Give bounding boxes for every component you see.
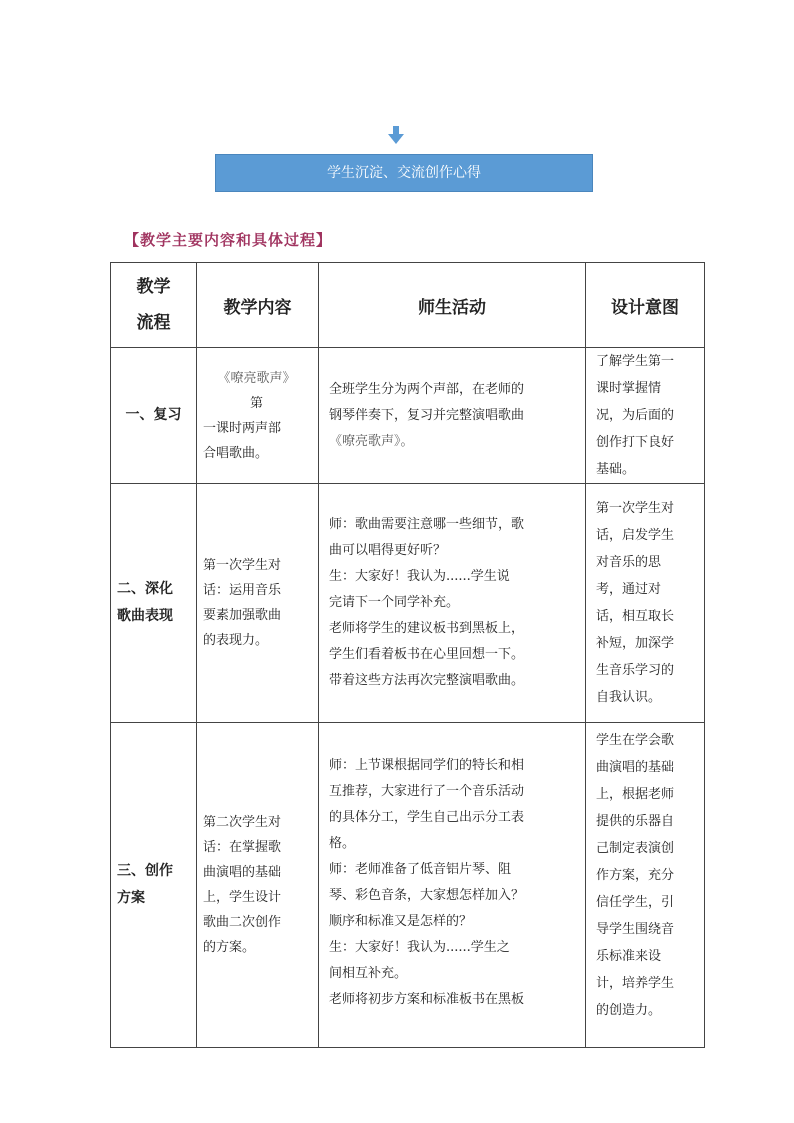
- intent-cell: 了解学生第一 课时掌握情 况，为后面的 创作打下良好 基础。: [586, 348, 705, 484]
- intent-cell: 第一次学生对 话，启发学生 对音乐的思 考，通过对 话，相互取长 补短，加深学 生音乐学习的 自我认识。: [586, 484, 705, 723]
- section-heading: 【教学主要内容和具体过程】: [124, 231, 333, 249]
- arrow-down-icon: [388, 126, 404, 144]
- activity-cell: 师：上节课根据同学们的特长和相 互推荐，大家进行了一个音乐活动 的具体分工，学生自己出示分工表 格。 师：老师准备了低音铝片琴、阻 琴、彩色音条，大家想怎样加入？ 顺序和标准又是怎样的？ 生：大家好！我认为......学生之 间相互补充。 老师将初步方案和标准板书在黑板: [319, 723, 586, 1048]
- content-cell: 《嘹亮歌声》 第 一课时两声部 合唱歌曲。: [197, 348, 319, 484]
- stage-cell: 一、复习: [111, 348, 197, 484]
- stage-cell: 三、创作 方案: [111, 723, 197, 1048]
- header-content: 教学内容: [197, 263, 319, 348]
- flow-box: 学生沉淀、交流创作心得: [215, 154, 593, 192]
- table-row: [111, 484, 705, 723]
- content-cell: 第一次学生对 话：运用音乐 要素加强歌曲 的表现力。: [197, 484, 319, 723]
- content-cell: 第二次学生对 话：在掌握歌 曲演唱的基础 上，学生设计 歌曲二次创作 的方案。: [197, 723, 319, 1048]
- intent-cell: 学生在学会歌 曲演唱的基础 上，根据老师 提供的乐器自 己制定表演创 作方案，充分 信任学生，引 导学生围绕音 乐标准来设 计，培养学生 的创造力。: [586, 723, 705, 1048]
- header-flow: 教学 流程: [111, 263, 197, 348]
- activity-cell: 师：歌曲需要注意哪一些细节，歌 曲可以唱得更好听？ 生：大家好！我认为......学生说 完请下一个同学补充。 老师将学生的建议板书到黑板上， 学生们看着板书在心里回想一下。 带着这些方法再次完整演唱歌曲。: [319, 484, 586, 723]
- teaching-process-table: [110, 262, 705, 1048]
- table-row: [111, 348, 705, 484]
- header-intent: 设计意图: [586, 263, 705, 348]
- table-row: [111, 723, 705, 1048]
- header-activity: 师生活动: [319, 263, 586, 348]
- activity-cell: 全班学生分为两个声部，在老师的 钢琴伴奏下，复习并完整演唱歌曲 《嘹亮歌声》。: [319, 348, 586, 484]
- table-header-row: [111, 263, 705, 348]
- stage-cell: 二、深化 歌曲表现: [111, 484, 197, 723]
